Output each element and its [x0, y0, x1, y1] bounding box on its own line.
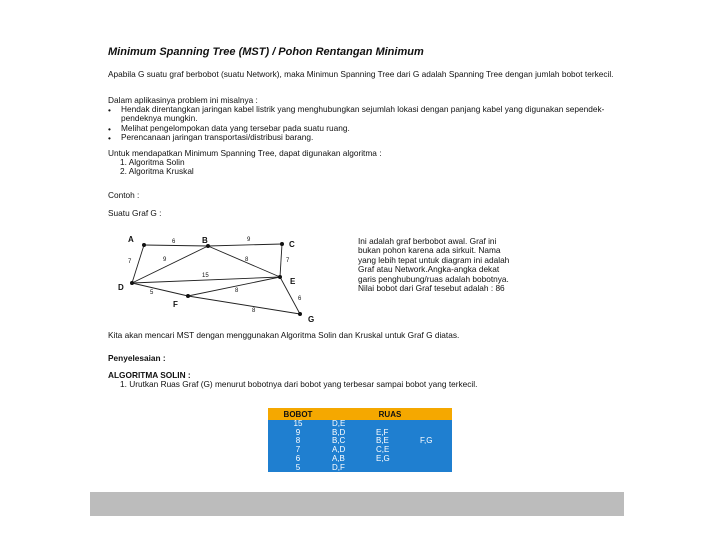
edge-weight: 7: [286, 258, 290, 264]
node-d: [130, 281, 134, 285]
edge-weight: 6: [172, 239, 176, 245]
bobot-column: [268, 420, 328, 472]
edge-b-c: [208, 244, 282, 246]
ruas-value: E,G: [376, 453, 390, 463]
application-item: Hendak direntangkan jaringan kabel listrik yang menghubungkan sejumlah lokasi dengan panjang kabel yang digunakan sependek-pendeknya mungkin.: [121, 104, 605, 124]
application-heading: Dalam aplikasinya problem ini misalnya :: [108, 95, 258, 105]
contoh-label: Contoh :: [108, 190, 140, 200]
ruas-value: D,E: [332, 419, 346, 428]
ruas-value: A,D: [332, 445, 346, 455]
edge-weight: 8: [245, 257, 249, 263]
graph-label: Suatu Graf G :: [108, 208, 162, 218]
ruas-value: B,D: [332, 427, 346, 437]
node-label: F: [173, 300, 178, 309]
footer-bar: [90, 492, 624, 516]
edge-weight: 9: [247, 237, 251, 243]
edge-a-b: [144, 245, 208, 246]
edge-weight: 8: [252, 308, 256, 314]
edge-weight: 5: [150, 290, 154, 296]
document-title: Minimum Spanning Tree (MST) / Pohon Rentangan Minimum: [108, 46, 424, 58]
document-page: [90, 36, 624, 492]
ruas-table: [268, 408, 452, 472]
mst-paragraph: Kita akan mencari MST dengan menggunakan Algoritma Solin dan Kruskal untuk Graf G diatas.: [108, 330, 460, 340]
intro-paragraph: Apabila G suatu graf berbobot (suatu Network), maka Minimun Spanning Tree dari G adalah Spanning Tree dengan jumlah bobot terkecil.: [108, 69, 614, 79]
description-line: yang lebih tepat untuk diagram ini adalah: [358, 254, 510, 265]
algorithm-item: 1. Algoritma Solin: [120, 157, 185, 167]
node-a: [142, 243, 146, 247]
header-ruas: RUAS: [328, 408, 452, 420]
solin-heading: ALGORITMA SOLIN :: [108, 370, 191, 380]
node-c: [280, 242, 284, 246]
edge-d-f: [132, 283, 188, 296]
node-label: D: [118, 283, 124, 292]
bobot-value: 7: [295, 445, 301, 455]
description-line: Ini adalah graf berbobot awal. Graf ini: [358, 236, 497, 246]
ruas-value: D,F: [332, 462, 345, 472]
node-label: G: [308, 315, 315, 324]
edge-a-d: [132, 245, 144, 283]
graph-diagram: [110, 232, 340, 324]
bullet-3: •: [108, 133, 111, 143]
node-f: [186, 294, 190, 298]
edge-weight: 15: [202, 273, 209, 279]
node-label: B: [202, 236, 208, 245]
node-label: A: [128, 235, 134, 244]
edge-weight: 6: [298, 296, 302, 302]
description-line: garis penghubung/ruas adalah bobotnya.: [358, 273, 509, 284]
edge-b-e: [208, 246, 280, 277]
bobot-value: 8: [295, 436, 301, 446]
ruas-column-3: [416, 420, 452, 472]
ruas-column-2: [372, 420, 416, 472]
node-label: E: [290, 277, 296, 286]
ruas-value: C,E: [376, 445, 390, 455]
bobot-value: 9: [295, 427, 301, 437]
node-e: [278, 275, 282, 279]
edge-weight: 8: [235, 288, 239, 294]
bullet-2: •: [108, 124, 111, 134]
description-line: bukan pohon karena ada sirkuit. Nama: [358, 245, 501, 256]
edge-c-e: [280, 244, 282, 277]
bobot-value: 5: [295, 462, 301, 472]
algorithm-intro: Untuk mendapatkan Minimum Spanning Tree, dapat digunakan algoritma :: [108, 148, 382, 158]
node-label: C: [289, 240, 295, 249]
edge-weight: 9: [163, 257, 167, 263]
ruas-value: B,C: [332, 436, 346, 446]
penyelesaian-heading: Penyelesaian :: [108, 353, 166, 363]
bobot-value: 15: [293, 419, 303, 428]
algorithm-item: 2. Algoritma Kruskal: [120, 166, 194, 176]
solin-step: 1. Urutkan Ruas Graf (G) menurut bobotnya dari bobot yang terbesar sampai bobot yang terkecil.: [120, 379, 478, 389]
bullet-1: •: [108, 105, 111, 115]
ruas-value: E,F: [376, 427, 389, 437]
description-line: Graf atau Network.Angka-angka dekat: [358, 264, 500, 275]
edge-weight: 7: [128, 259, 132, 265]
graph-description: [358, 237, 598, 293]
edge-b-d: [132, 246, 208, 283]
application-item: Perencanaan jaringan transportasi/distribusi barang.: [121, 132, 314, 142]
header-bobot: BOBOT: [268, 408, 328, 420]
ruas-value: F,G: [420, 436, 433, 446]
ruas-value: B,E: [376, 436, 389, 446]
ruas-column-1: [328, 420, 372, 472]
ruas-value: A,B: [332, 453, 345, 463]
node-g: [298, 312, 302, 316]
bobot-value: 6: [295, 453, 301, 463]
description-line: Nilai bobot dari Graf tesebut adalah : 86: [358, 283, 505, 294]
application-item: Melihat pengelompokan data yang tersebar pada suatu ruang.: [121, 123, 350, 133]
edge-f-g: [188, 296, 300, 314]
